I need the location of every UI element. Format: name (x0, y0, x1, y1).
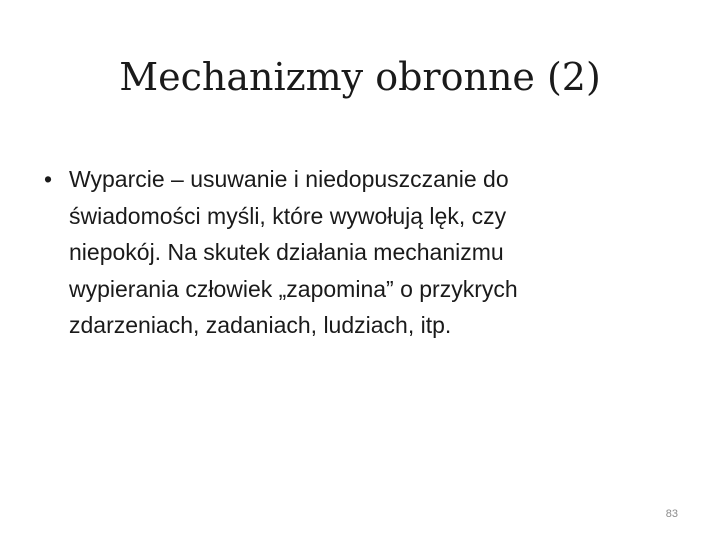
bullet-marker: • (44, 166, 53, 192)
slide-body (44, 161, 674, 344)
bullet-text-line: niepokój. Na skutek działania mechanizmu (69, 239, 504, 265)
bullet-item (44, 161, 674, 344)
slide-title: Mechanizmy obronne (2) (119, 55, 601, 99)
bullet-text-line: wypierania człowiek „zapomina” o przykrych (69, 275, 518, 302)
bullet-text-line: Wyparcie – usuwanie i niedopuszczanie do (69, 166, 509, 192)
page-number: 83 (665, 508, 678, 520)
bullet-text-line: zdarzeniach, zadaniach, ludziach, itp. (69, 312, 452, 338)
bullet-text-line: świadomości myśli, które wywołują lęk, czy (69, 202, 507, 229)
